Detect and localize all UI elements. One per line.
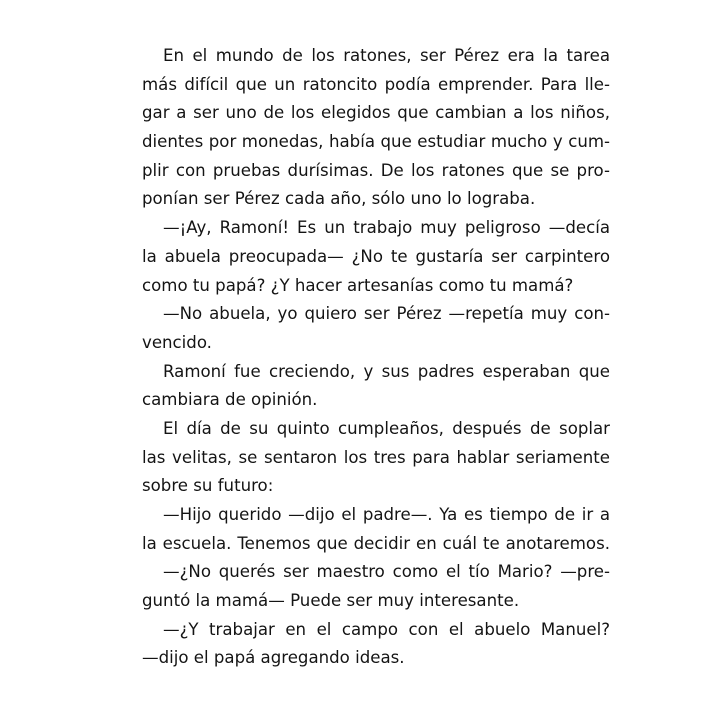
text-line: —¡Ay, Ramoní! Es un trabajo muy peligroso —decía [163,218,610,238]
text-line: gar a ser uno de los elegidos que cambian a los niños, [142,103,610,123]
text-line: vencido. [142,332,212,352]
text-line: —dijo el papá agregando ideas. [142,648,405,668]
text-line: —¿No querés ser maestro como el tío Mario? —pre- [163,562,610,582]
text-line: Ramoní fue creciendo, y sus padres esperaban que [163,361,610,381]
text-line: las velitas, se sentaron los tres para hablar seriamente [142,447,610,467]
book-page-text [142,42,610,673]
text-line: plir con pruebas durísimas. De los ratones que se pro- [142,160,610,180]
text-line: la abuela preocupada— ¿No te gustaría ser carpintero [142,246,610,266]
text-line: —No abuela, yo quiero ser Pérez —repetía muy con- [163,304,610,324]
text-line: más difícil que un ratoncito podía emprender. Para lle- [142,74,610,94]
text-line: ponían ser Pérez cada año, sólo uno lo lograba. [142,189,536,209]
text-line: —¿Y trabajar en el campo con el abuelo Manuel? [163,619,610,639]
text-line: cambiara de opinión. [142,390,318,410]
text-line: dientes por monedas, había que estudiar mucho y cum- [142,132,610,152]
text-line: como tu papá? ¿Y hacer artesanías como tu mamá? [142,275,574,295]
text-line: En el mundo de los ratones, ser Pérez era la tarea [163,46,610,65]
text-line: guntó la mamá— Puede ser muy interesante. [142,591,520,611]
text-line: El día de su quinto cumpleaños, después de soplar [163,418,610,438]
text-line: —Hijo querido —dijo el padre—. Ya es tiempo de ir a [163,505,610,524]
text-line: la escuela. Tenemos que decidir en cuál te anotaremos. [142,533,610,553]
text-line: sobre su futuro: [142,476,274,496]
